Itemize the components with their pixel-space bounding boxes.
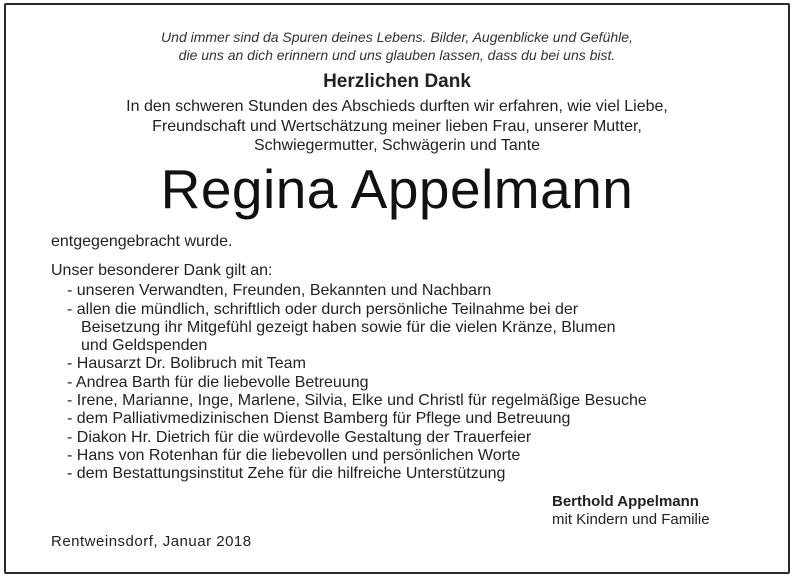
obituary-card [4, 3, 790, 574]
thanks-item-funeral-home: - dem Bestattungsinstitut Zehe für die hilfreiche Unterstützung [67, 465, 506, 482]
intro-line-1: In den schweren Stunden des Abschieds durften wir erfahren, wie viel Liebe, [126, 98, 668, 115]
place-date: Rentweinsdorf, Januar 2018 [51, 533, 252, 550]
quote-line-2: die uns an dich erinnern und uns glauben lassen, dass du bei uns bist. [178, 47, 616, 63]
thanks-item-attendees-cont-2: und Geldspenden [81, 337, 208, 354]
thanks-item-relatives: - unseren Verwandten, Freunden, Bekannten und Nachbarn [67, 282, 492, 299]
deceased-name: Regina Appelmann [160, 158, 634, 220]
heading-herzlichen-dank: Herzlichen Dank [323, 71, 471, 92]
signature-family: mit Kindern und Familie [552, 511, 710, 528]
signature-name: Berthold Appelmann [552, 493, 699, 510]
thanks-item-palliative: - dem Palliativmedizinischen Dienst Bamberg für Pflege und Betreuung [67, 410, 571, 427]
thanks-item-attendees-cont-1: Beisetzung ihr Mitgefühl gezeigt haben sowie für die vielen Kränze, Blumen [81, 319, 616, 336]
thanks-intro: Unser besonderer Dank gilt an: [51, 262, 273, 279]
quote-line-1: Und immer sind da Spuren deines Lebens. Bilder, Augenblicke und Gefühle, [161, 29, 633, 45]
thanks-item-doctor: - Hausarzt Dr. Bolibruch mit Team [67, 355, 306, 372]
thanks-item-attendees: - allen die mündlich, schriftlich oder durch persönliche Teilnahme bei der [67, 301, 579, 318]
thanks-item-deacon: - Diakon Hr. Dietrich für die würdevolle Gestaltung der Trauerfeier [67, 429, 532, 446]
thanks-item-visitors: - Irene, Marianne, Inge, Marlene, Silvia, Elke und Christl für regelmäßige Besuche [67, 392, 647, 409]
intro-line-2: Freundschaft und Wertschätzung meiner lieben Frau, unserer Mutter, [152, 118, 642, 135]
received-text: entgegengebracht wurde. [51, 233, 233, 250]
thanks-item-care: - Andrea Barth für die liebevolle Betreuung [67, 374, 369, 391]
intro-line-3: Schwiegermutter, Schwägerin und Tante [253, 137, 541, 154]
thanks-item-words: - Hans von Rotenhan für die liebevollen und persönlichen Worte [67, 447, 521, 464]
